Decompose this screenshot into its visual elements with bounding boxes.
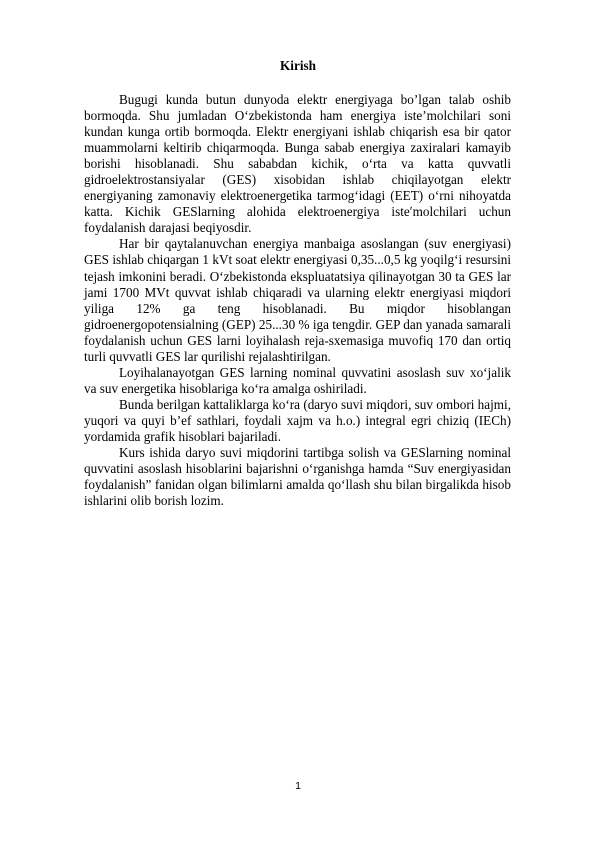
- paragraph-2: Har bir qaytalanuvchan energiya manbaiga asoslangan (suv energiyasi) GES ishlab chiqargan 1 kVt soat elektr energiyasi 0,35...0,5 kg yoqilg‘i resursini tejash imkonini beradi. O‘zbekistonda ekspluatatsiya qilinayotgan 30 ta GES lar jami 1700 MVt quvvat ishlab chiqaradi va ularning elektr energiyasi miqdori yiliga 12% ga teng hisoblanadi. Bu miqdor hisoblangan gidroenergopotensialning (GEP) 25...30 % iga tengdir. GEP dan yanada samarali foydalanish uchun GES larni loyihalash reja-sxemasiga muvofiq 170 dan ortiq turli quvvatli GES lar qurilishi rejalashtirilgan.: [84, 236, 511, 364]
- page-title: Kirish: [280, 58, 316, 73]
- paragraph-1: Bugugi kunda butun dunyoda elektr energiyaga bo’lgan talab oshib bormoqda. Shu jumladan O‘zbekistonda ham energiya iste’molchilari soni kundan kunga ortib bormoqda. Elektr energiyani ishlab chiqarish esa bir qator muammolarni keltirib chiqarmoqda. Bunga sabab energiya zaxiralari kamayib borishi hisoblanadi. Shu sababdan kichik, o‘rta va katta quvvatli gidroelektrostansiyalar (GES) xisobidan ishlab chiqilayotgan elektr energiyaning zamonaviy elektroenergetika tarmog‘idagi (EET) o‘rni nihoyatda katta. Kichik GESlarning alohida elektroenergiya isteʹmolchilari uchun foydalanish darajasi beqiyosdir.: [84, 92, 511, 236]
- page-number: 1: [295, 780, 301, 792]
- paragraph-4: Bunda berilgan kattaliklarga ko‘ra (daryo suvi miqdori, suv ombori hajmi, yuqori va quyi b’ef sathlari, foydali xajm va h.o.) integral egri chiziq (IEСh) yordamida grafik hisoblari bajariladi.: [84, 396, 511, 444]
- paragraph-5: Kurs ishida daryo suvi miqdorini tartibga solish va GESlarning nominal quvvatini asoslash hisoblarini bajarishni o‘rganishga hamda “Suv energiyasidan foydalanish” fanidan olgan bilimlarni amalda qo‘llash shu bilan birgalikda hisob ishlarini olib borish lozim.: [84, 445, 511, 509]
- paragraph-3: Loyihalanayotgan GES larning nominal quvvatini asoslash suv xo‘jalik va suv energetika hisoblariga ko‘ra amalga oshiriladi.: [84, 364, 511, 396]
- body-text: [84, 92, 511, 509]
